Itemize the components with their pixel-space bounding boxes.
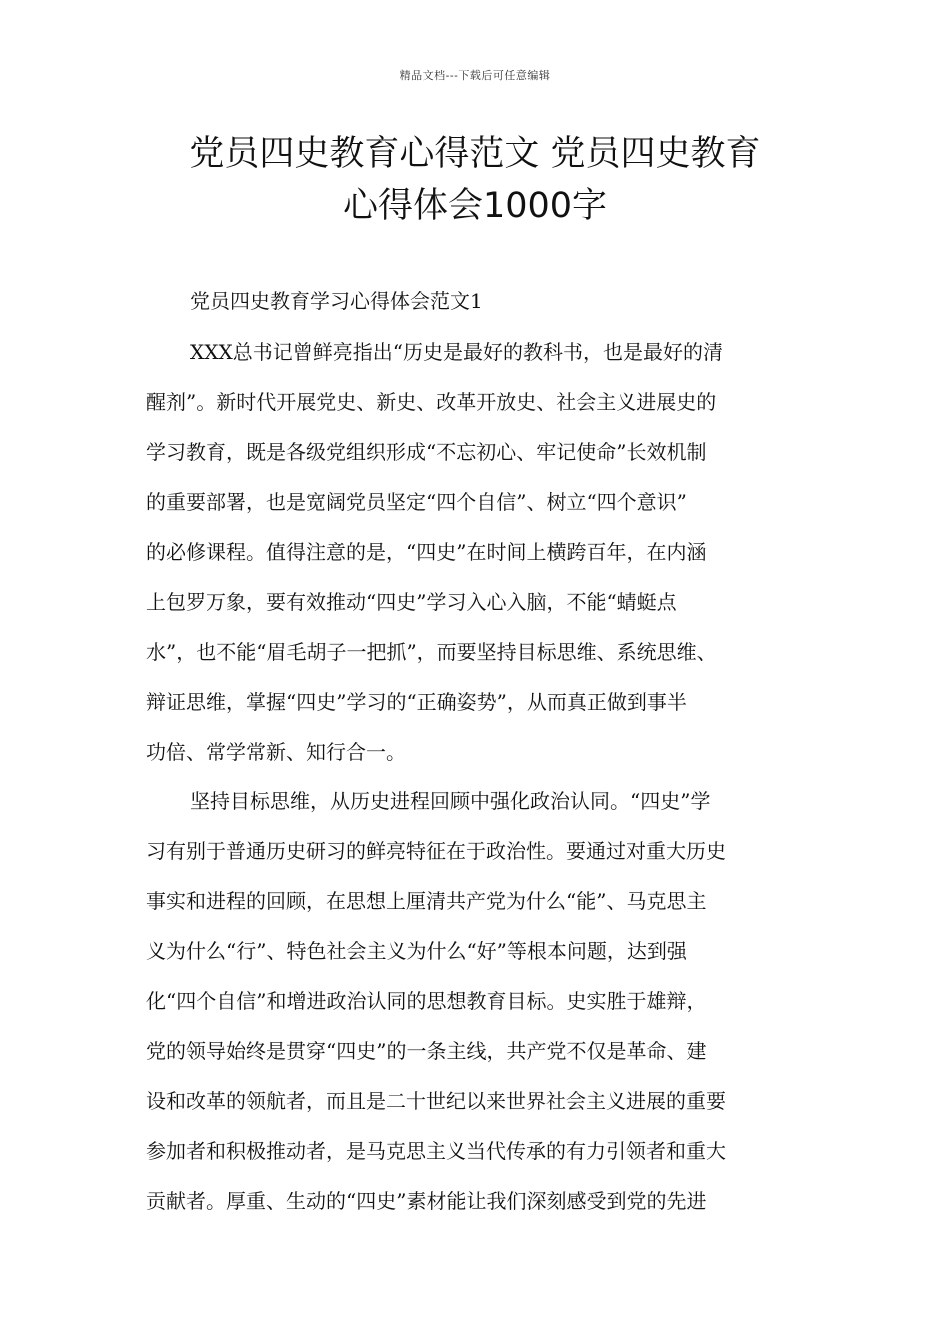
paragraph-line: 上包罗万象，要有效推动“四史”学习入心入脑，不能“蜻蜓点 [146,590,677,614]
paragraph-line: 设和改革的领航者，而且是二十世纪以来世界社会主义进展的重要 [146,1089,726,1113]
paragraph-line: 水”，也不能“眉毛胡子一把抓”，而要坚持目标思维、系统思维、 [146,640,717,664]
paragraph-line: 贡献者。厚重、生动的“四史”素材能让我们深刻感受到党的先进 [146,1189,707,1213]
paragraph-1 [146,327,723,777]
paragraph-line: 辩证思维，掌握“四史”学习的“正确姿势”，从而真正做到事半 [146,690,687,714]
section-subtitle: 党员四史教育学习心得体会范文1 [190,289,483,313]
paragraph-2 [146,776,726,1226]
header-note: 精品文档---下载后可任意编辑 [399,69,551,82]
paragraph-line: 义为什么“行”、特色社会主义为什么“好”等根本问题，达到强 [146,939,687,963]
paragraph-line: 醒剂”。新时代开展党史、新史、改革开放史、社会主义进展史的 [146,390,717,414]
title-line-1: 党员四史教育心得范文 党员四史教育 [189,134,761,174]
paragraph-line: 事实和进程的回顾，在思想上厘清共产党为什么“能”、马克思主 [146,889,707,913]
paragraph-line: XXX总书记曾鲜亮指出“历史是最好的教科书，也是最好的清 [190,340,723,364]
paragraph-line: 习有别于普通历史研习的鲜亮特征在于政治性。要通过对重大历史 [146,839,726,863]
paragraph-line: 参加者和积极推动者，是马克思主义当代传承的有力引领者和重大 [146,1139,726,1163]
document-title [120,128,830,232]
paragraph-line: 功倍、常学常新、知行合一。 [146,740,406,764]
paragraph-line: 坚持目标思维，从历史进程回顾中强化政治认同。“四史”学 [190,789,711,813]
title-line-2: 心得体会1000字 [342,186,608,226]
paragraph-line: 学习教育，既是各级党组织形成“不忘初心、牢记使命”长效机制 [146,440,707,464]
paragraph-line: 化“四个自信”和增进政治认同的思想教育目标。史实胜于雄辩， [146,989,707,1013]
paragraph-line: 的重要部署，也是宽阔党员坚定“四个自信”、树立“四个意识” [146,490,687,514]
paragraph-line: 的必修课程。值得注意的是，“四史”在时间上横跨百年，在内涵 [146,540,707,564]
paragraph-line: 党的领导始终是贯穿“四史”的一条主线，共产党不仅是革命、建 [146,1039,707,1063]
